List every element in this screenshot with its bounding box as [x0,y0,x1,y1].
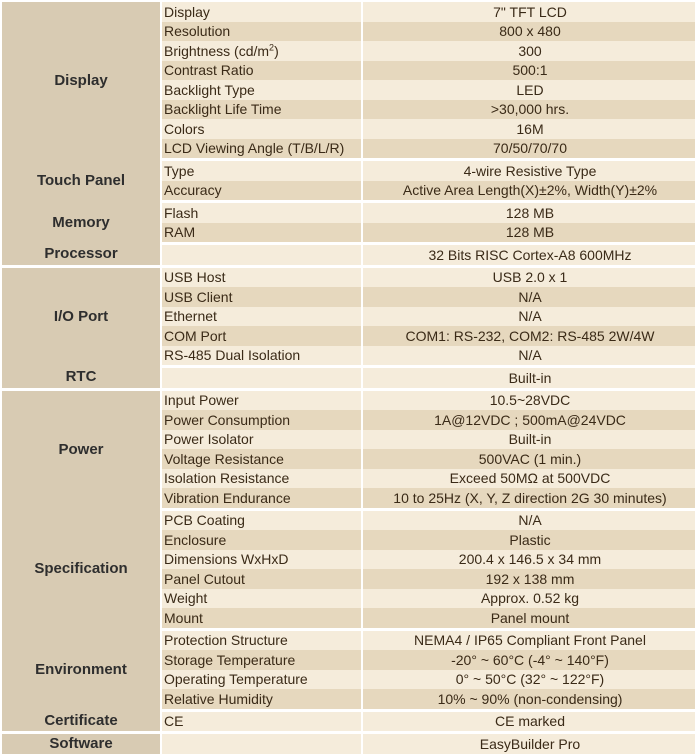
spec-label: RS-485 Dual Isolation [161,346,362,367]
spec-label: Ethernet [161,307,362,327]
spec-value: 200.4 x 146.5 x 34 mm [362,550,695,570]
spec-value: N/A [362,307,695,327]
spec-label: COM Port [161,326,362,346]
spec-label: CE [161,710,362,733]
spec-value: N/A [362,346,695,367]
spec-value: 0° ~ 50°C (32° ~ 122°F) [362,670,695,690]
spec-value: EasyBuilder Pro [362,733,695,754]
spec-label: Storage Temperature [161,650,362,670]
spec-label-suffix: ) [274,42,279,59]
category-rtc: RTC [2,367,161,390]
spec-label: Input Power [161,389,362,410]
spec-label: Resolution [161,22,362,42]
category-certificate: Certificate [2,710,161,733]
spec-value: 800 x 480 [362,22,695,42]
spec-value: Built-in [362,430,695,450]
spec-label: Colors [161,119,362,139]
spec-value: 70/50/70/70 [362,139,695,160]
category-environment: Environment [2,629,161,710]
spec-row [2,389,695,410]
spec-row [2,266,695,287]
category-i-o-port: I/O Port [2,266,161,367]
spec-label: Weight [161,589,362,609]
spec-row [2,509,695,530]
spec-row [2,2,695,22]
spec-label: Backlight Type [161,80,362,100]
spec-label: Relative Humidity [161,689,362,710]
category-display: Display [2,2,161,160]
spec-value: 128 MB [362,223,695,244]
spec-label: Flash [161,202,362,223]
spec-label-superscript: 2 [269,42,275,53]
spec-label: USB Client [161,287,362,307]
spec-label [161,733,362,754]
spec-label: Dimensions WxHxD [161,550,362,570]
spec-label: Contrast Ratio [161,61,362,81]
spec-value: Built-in [362,367,695,390]
spec-row [2,710,695,733]
spec-label: Backlight Life Time [161,100,362,120]
spec-value: 10 to 25Hz (X, Y, Z direction 2G 30 minutes) [362,488,695,509]
spec-row [2,202,695,223]
spec-value: CE marked [362,710,695,733]
spec-label: Voltage Resistance [161,449,362,469]
spec-label: Panel Cutout [161,569,362,589]
spec-table [2,2,695,754]
spec-value: 16M [362,119,695,139]
spec-value: >30,000 hrs. [362,100,695,120]
spec-value: Panel mount [362,608,695,629]
spec-table-body [2,2,695,754]
spec-value: 32 Bits RISC Cortex-A8 600MHz [362,244,695,267]
spec-label: Protection Structure [161,629,362,650]
spec-row [2,160,695,181]
spec-value: NEMA4 / IP65 Compliant Front Panel [362,629,695,650]
spec-row [2,629,695,650]
spec-value: N/A [362,509,695,530]
spec-value: N/A [362,287,695,307]
spec-label: Type [161,160,362,181]
category-software: Software [2,733,161,754]
category-touch-panel: Touch Panel [2,160,161,202]
spec-label: RAM [161,223,362,244]
spec-row [2,244,695,267]
spec-value: LED [362,80,695,100]
spec-label: PCB Coating [161,509,362,530]
spec-value: 500:1 [362,61,695,81]
spec-value: 10% ~ 90% (non-condensing) [362,689,695,710]
spec-value: Exceed 50MΩ at 500VDC [362,469,695,489]
spec-row [2,733,695,754]
spec-label: Display [161,2,362,22]
spec-label: Accuracy [161,181,362,202]
spec-label: USB Host [161,266,362,287]
spec-value: Plastic [362,530,695,550]
spec-label: Mount [161,608,362,629]
spec-label: Operating Temperature [161,670,362,690]
spec-value: Approx. 0.52 kg [362,589,695,609]
spec-label: Enclosure [161,530,362,550]
category-specification: Specification [2,509,161,629]
spec-value: 192 x 138 mm [362,569,695,589]
spec-value: 10.5~28VDC [362,389,695,410]
category-processor: Processor [2,244,161,267]
spec-value: Active Area Length(X)±2%, Width(Y)±2% [362,181,695,202]
spec-label [161,244,362,267]
spec-value: -20° ~ 60°C (-4° ~ 140°F) [362,650,695,670]
spec-value: COM1: RS-232, COM2: RS-485 2W/4W [362,326,695,346]
spec-value: 1A@12VDC ; 500mA@24VDC [362,410,695,430]
category-memory: Memory [2,202,161,244]
spec-label-text: Brightness (cd/m [164,42,270,59]
spec-row [2,367,695,390]
spec-label: Power Isolator [161,430,362,450]
spec-value: 7" TFT LCD [362,2,695,22]
spec-value: 128 MB [362,202,695,223]
spec-value: USB 2.0 x 1 [362,266,695,287]
spec-label: LCD Viewing Angle (T/B/L/R) [161,139,362,160]
spec-value: 4-wire Resistive Type [362,160,695,181]
spec-label: Vibration Endurance [161,488,362,509]
spec-label: Isolation Resistance [161,469,362,489]
spec-label [161,41,362,61]
category-power: Power [2,389,161,509]
spec-label [161,367,362,390]
spec-label: Power Consumption [161,410,362,430]
spec-value: 500VAC (1 min.) [362,449,695,469]
spec-value: 300 [362,41,695,61]
